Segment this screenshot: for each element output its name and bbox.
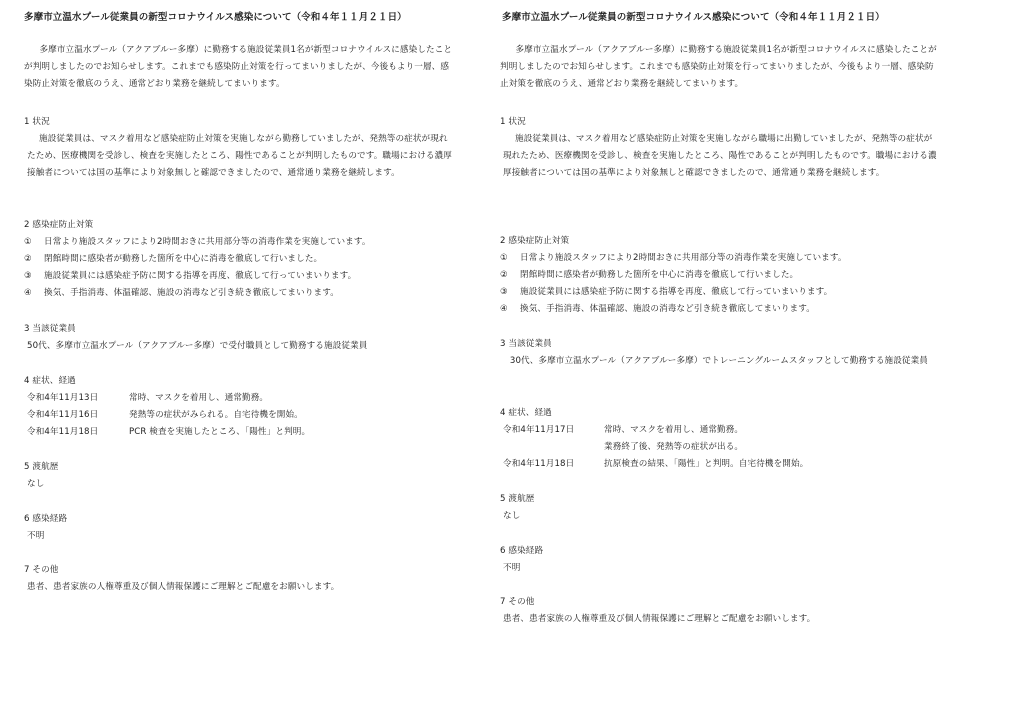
section-text: なし (27, 479, 45, 489)
list-item (24, 268, 454, 285)
section-body: 施設従業員は、マスク着用など感染症防止対策を実施しながら勤務していましたが、発熱等の症状が現れたため、医療機関を受診し、検査を実施したところ、陽性であることが判明したものです。職場における濃厚接触者については国の基準により対象無しと確認できましたので、通常通り業務を継続します。 (27, 134, 452, 178)
section-other (24, 562, 454, 596)
section-heading: 5 渡航歴 (24, 462, 59, 472)
item-number: ④ (24, 288, 32, 298)
section-route (500, 543, 940, 577)
timeline-date: 令和4年11月13日 (27, 393, 99, 403)
section-text: 患者、患者家族の人権尊重及び個人情報保護にご理解とご配慮をお願いします。 (503, 614, 816, 624)
item-number: ② (24, 254, 32, 264)
timeline-row (24, 424, 454, 441)
list-item (24, 234, 454, 251)
item-text: 換気、手指消毒、体温確認、施設の消毒など引き続き徹底してまいります。 (520, 304, 815, 314)
item-text: 日常より施設スタッフにより2時間おきに共用部分等の消毒作業を実施しています。 (520, 253, 847, 263)
list-item (24, 285, 454, 302)
timeline-text: 発熱等の症状がみられる。自宅待機を開始。 (129, 410, 303, 420)
intro-paragraph: 多摩市立温水プール（アクアブルー多摩）に勤務する施設従業員1名が新型コロナウイルスに感染したことが判明しましたのでお知らせします。これまでも感染防止対策を行ってまいりましたが、今後もより一層、感染防止対策を徹底のうえ、通常どおり業務を継続してまいります。 (24, 45, 453, 89)
intro-paragraph: 多摩市立温水プール（アクアブルー多摩）に勤務する施設従業員1名が新型コロナウイルスに感染したことが判明しましたのでお知らせします。これまでも感染防止対策を行ってまいりましたが、今後もより一層、感染防止対策を徹底のうえ、通常どおり業務を継続してまいります。 (500, 45, 937, 89)
section-heading: 5 渡航歴 (500, 494, 535, 504)
section-symptoms (24, 373, 454, 441)
timeline-row (500, 422, 940, 439)
item-number: ① (500, 253, 508, 263)
item-text: 閉館時間に感染者が動務した箇所を中心に消毒を徹底して行いました。 (520, 270, 799, 280)
timeline-text: PCR 検査を実施したところ、「陽性」と判明。 (129, 427, 311, 437)
section-situation (500, 114, 940, 182)
document-title: 多摩市立温水プール従業員の新型コロナウイルス感染について（令和４年１１月２１日） (502, 12, 885, 23)
section-heading: 2 感染症防止対策 (500, 236, 570, 246)
list-item (500, 250, 940, 267)
item-text: 施設従業員には感染症予防に関する指導を再度、徹底して行っていまいります。 (44, 271, 357, 281)
item-number: ① (24, 237, 32, 247)
section-text: なし (503, 511, 521, 521)
timeline-row (500, 456, 940, 473)
section-text: 50代、多摩市立温水プール（アクアブルー多摩）で受付職員として勤務する施設従業員 (27, 341, 368, 351)
timeline-date (503, 439, 604, 456)
list-item (500, 267, 940, 284)
section-heading: 3 当該従業員 (500, 339, 552, 349)
timeline-row (24, 390, 454, 407)
intro-block (24, 42, 454, 93)
item-number: ② (500, 270, 508, 280)
item-number: ③ (500, 287, 508, 297)
section-text: 30代、多摩市立温水プール（アクアブルー多摩）でトレーニングルームスタッフとして勤務する施設従業員 (509, 356, 928, 366)
section-text: 患者、患者家族の人権尊重及び個人情報保護にご理解とご配慮をお願いします。 (27, 582, 340, 592)
timeline-date: 令和4年11月18日 (27, 427, 99, 437)
timeline-date: 令和4年11月16日 (27, 410, 99, 420)
document-title: 多摩市立温水プール従業員の新型コロナウイルス感染について（令和４年１１月２１日） (24, 12, 407, 23)
section-text: 不明 (503, 563, 521, 573)
section-heading: 1 状況 (500, 117, 526, 127)
section-prevention (500, 233, 940, 318)
section-text: 不明 (27, 531, 45, 541)
item-text: 換気、手指消毒、体温確認、施設の消毒など引き続き徹底してまいります。 (44, 288, 339, 298)
item-text: 日常より施設スタッフにより2時間おきに共用部分等の消毒作業を実施しています。 (44, 237, 371, 247)
section-travel (24, 459, 454, 493)
section-situation (24, 114, 454, 182)
section-route (24, 511, 454, 545)
section-heading: 6 感染経路 (24, 514, 68, 524)
section-heading: 3 当該従業員 (24, 324, 76, 334)
timeline-text: 抗原検査の結果、「陽性」と判明。自宅待機を開始。 (604, 459, 809, 469)
list-item (500, 301, 940, 318)
timeline-text: 業務終了後、発熱等の症状が出る。 (604, 442, 744, 452)
section-other (500, 594, 940, 628)
section-heading: 6 感染経路 (500, 546, 544, 556)
section-symptoms (500, 405, 940, 473)
timeline-date: 令和4年11月17日 (503, 425, 575, 435)
section-heading: 7 その他 (500, 597, 535, 607)
section-travel (500, 491, 940, 525)
timeline-row (500, 439, 940, 456)
section-body: 施設従業員は、マスク着用など感染症防止対策を実施しながら職場に出勤していましたが、発熱等の症状が現れたため、医療機関を受診し、検査を実施したところ、陽性であることが判明したものです。職場における濃厚接触者については国の基準により対象無しと確認できましたので、通常通り業務を継続します。 (503, 134, 937, 178)
intro-block (500, 42, 940, 93)
list-item (24, 251, 454, 268)
section-heading: 7 その他 (24, 565, 59, 575)
section-heading: 4 症状、経過 (500, 408, 552, 418)
item-text: 施設従業員には感染症予防に関する指導を再度、徹底して行っていまいります。 (520, 287, 833, 297)
item-text: 閉館時間に感染者が動務した箇所を中心に消毒を徹底して行いました。 (44, 254, 323, 264)
section-heading: 1 状況 (24, 117, 50, 127)
timeline-row (24, 407, 454, 424)
list-item (500, 284, 940, 301)
section-heading: 2 感染症防止対策 (24, 220, 94, 230)
section-employee (500, 336, 940, 370)
section-employee (24, 321, 454, 355)
timeline-text: 常時、マスクを着用し、通常勤務。 (129, 393, 269, 403)
section-prevention (24, 217, 454, 302)
timeline-date: 令和4年11月18日 (503, 459, 575, 469)
timeline-text: 常時、マスクを着用し、通常勤務。 (604, 425, 744, 435)
item-number: ③ (24, 271, 32, 281)
item-number: ④ (500, 304, 508, 314)
section-heading: 4 症状、経過 (24, 376, 76, 386)
